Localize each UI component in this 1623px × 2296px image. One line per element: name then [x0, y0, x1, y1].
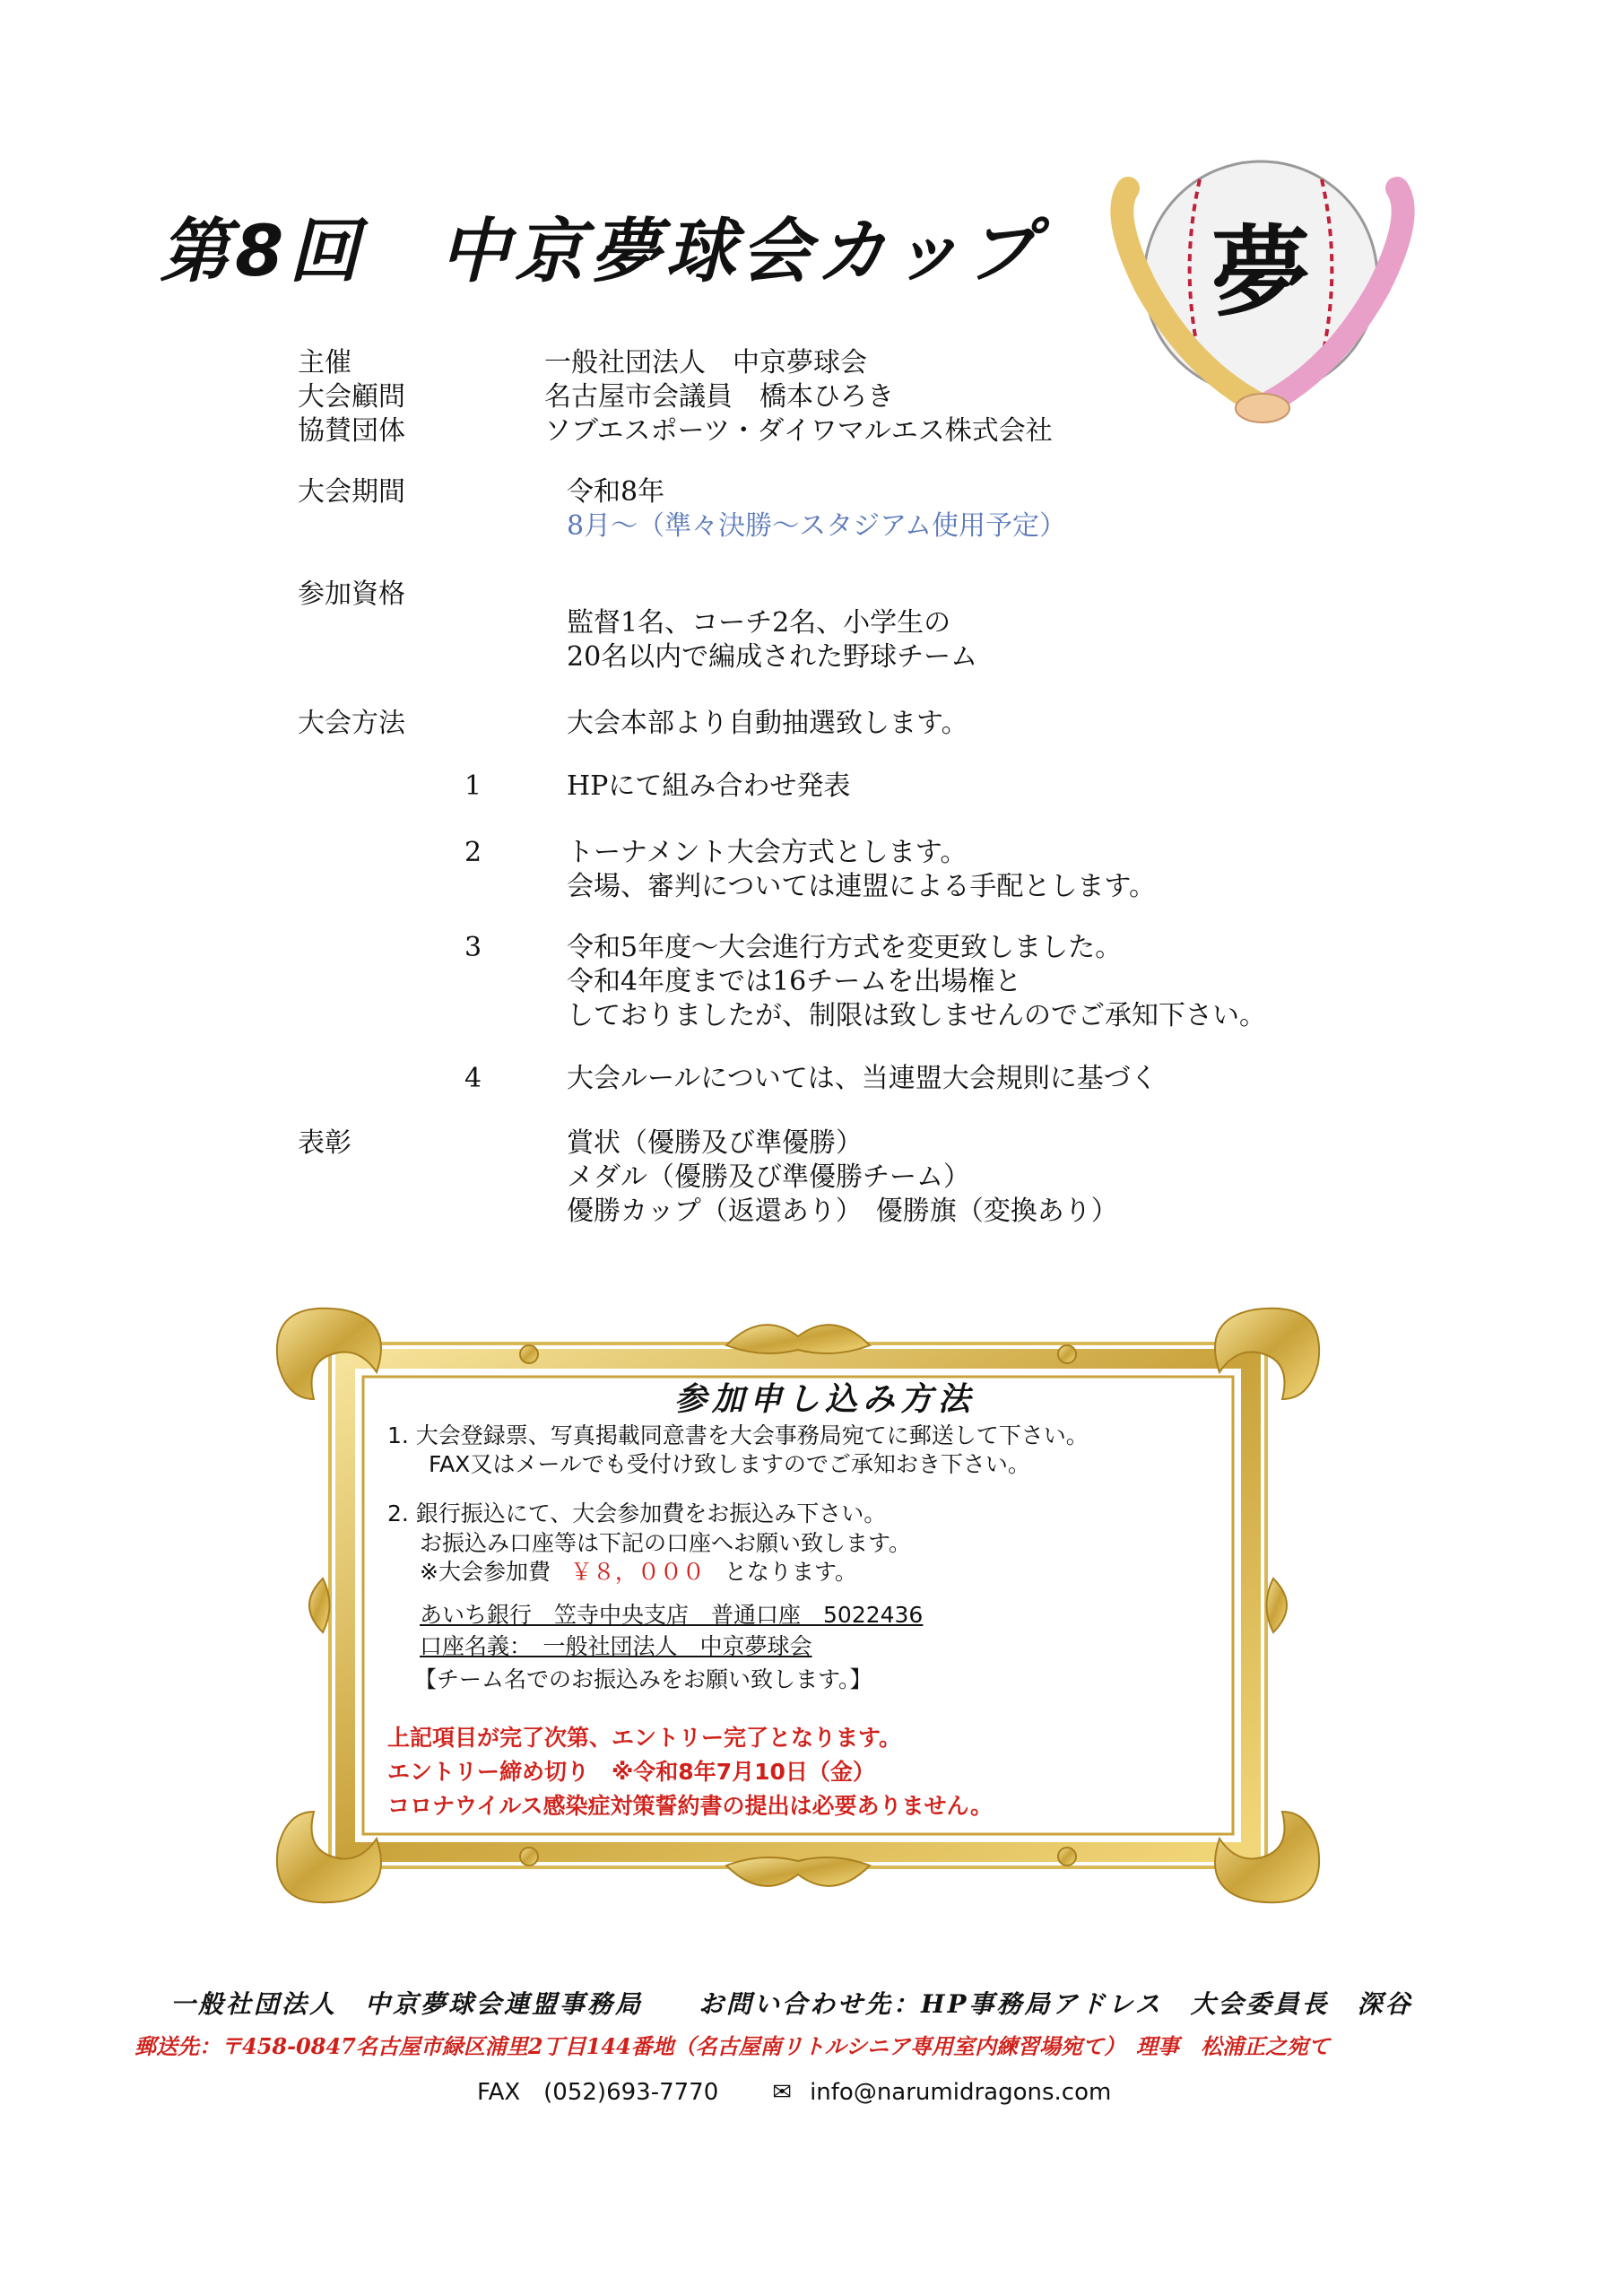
item-line: 令和5年度～大会進行方式を変更致しました。	[567, 932, 1123, 963]
period-label: 大会期間	[298, 476, 405, 508]
baseball-logo	[1092, 152, 1415, 439]
fee-suffix: となります。	[724, 1559, 857, 1585]
method-label: 大会方法	[298, 708, 405, 739]
box-line: FAX又はメールでも受付け致しますのでご承知おき下さい。	[429, 1451, 1030, 1477]
sponsor-value: ソブエスポーツ・ダイワマルエス株式会社	[544, 415, 1053, 447]
logo-character: 夢	[1211, 214, 1310, 330]
fax-number: FAX (052)693-7770	[477, 2079, 719, 2106]
period-line1: 令和8年	[567, 476, 665, 508]
item-line: HPにて組み合わせ発表	[567, 770, 851, 802]
notice-line: 上記項目が完了次第、エントリー完了となります。	[387, 1725, 902, 1751]
box-line: お振込み口座等は下記の口座へお願い致します。	[420, 1530, 912, 1556]
advisor-value: 名古屋市会議員 橋本ひろき	[544, 381, 894, 413]
item-number: 1	[464, 770, 482, 802]
bank-account: あいち銀行 笠寺中央支店 普通口座 5022436	[420, 1602, 924, 1628]
box-line: 2. 銀行振込にて、大会参加費をお振込み下さい。	[387, 1500, 887, 1526]
award-label: 表彰	[298, 1127, 352, 1159]
footer-address: 郵送先：〒458-0847名古屋市緑区浦里2丁目144番地（名古屋南リトルシニア専用室内練習場宛て） 理事 松浦正之宛て	[135, 2033, 1331, 2059]
fee-label: ※大会参加費	[420, 1559, 551, 1585]
page-title: 第8回 中京夢球会カップ	[160, 212, 1042, 292]
sponsor-label: 協賛団体	[298, 415, 405, 447]
organizer-value: 一般社団法人 中京夢球会	[544, 347, 867, 378]
item-line: 令和4年度までは16チームを出場権と	[567, 966, 1022, 997]
award-line2: メダル（優勝及び準優勝チーム）	[567, 1161, 970, 1193]
fee-line	[420, 1558, 857, 1587]
method-value: 大会本部より自動抽選致します。	[567, 708, 968, 739]
deadline-line: エントリー締め切り ※令和8年7月10日（金）	[387, 1759, 875, 1785]
period-line2: 8月～（準々決勝～スタジアム使用予定）	[567, 510, 1066, 542]
item-number: 2	[464, 837, 482, 868]
item-line: しておりましたが、制限は致しませんのでご承知下さい。	[567, 1000, 1266, 1031]
item-line: 大会ルールについては、当連盟大会規則に基づく	[567, 1063, 1158, 1094]
item-line: トーナメント大会方式とします。	[567, 837, 968, 868]
qualification-line2: 20名以内で編成された野球チーム	[567, 641, 978, 673]
advisor-label: 大会顧問	[298, 381, 405, 413]
mail-icon: ✉	[772, 2079, 793, 2106]
award-line1: 賞状（優勝及び準優勝）	[567, 1127, 863, 1159]
award-line3: 優勝カップ（返還あり） 優勝旗（変換あり）	[567, 1196, 1118, 1227]
qualification-label: 参加資格	[298, 578, 405, 610]
qualification-line1: 監督1名、コーチ2名、小学生の	[567, 607, 951, 639]
box-line: 【チーム名でのお振込みをお願い致します。】	[414, 1666, 872, 1692]
organizer-label: 主催	[298, 347, 352, 378]
box-line: 1. 大会登録票、写真掲載同意書を大会事務局宛てに郵送して下さい。	[387, 1422, 1089, 1448]
footer-office: 一般社団法人 中京夢球会連盟事務局 お問い合わせ先：HP事務局アドレス 大会委員長 深谷	[170, 1989, 1413, 2019]
footer-contact	[477, 2074, 1111, 2107]
item-number: 3	[464, 932, 482, 963]
notice-line: コロナウイルス感染症対策誓約書の提出は必要ありません。	[387, 1793, 994, 1819]
item-number: 4	[464, 1063, 482, 1094]
item-line: 会場、審判については連盟による手配とします。	[567, 871, 1156, 902]
account-name: 口座名義： 一般社団法人 中京夢球会	[420, 1633, 812, 1659]
fee-amount: ￥８，０００	[569, 1559, 705, 1585]
application-title: 参加申し込み方法	[674, 1380, 976, 1418]
email-address: info@narumidragons.com	[810, 2079, 1112, 2106]
